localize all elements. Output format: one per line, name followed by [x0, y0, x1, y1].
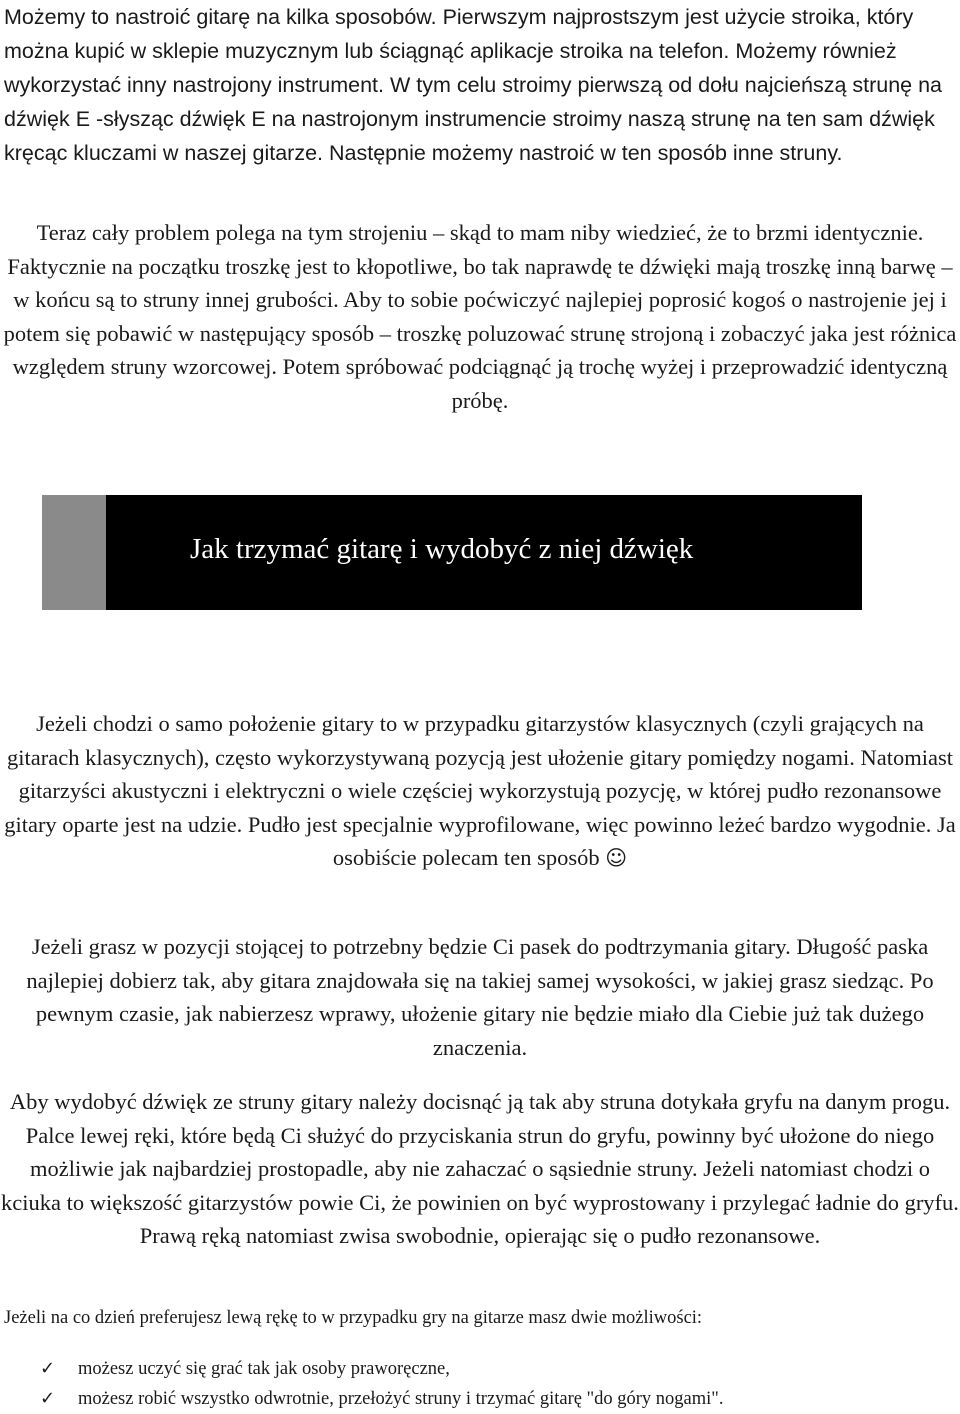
paragraph-tuning-problem: Teraz cały problem polega na tym strojeniu – skąd to mam niby wiedzieć, że to brzmi identycznie. Faktycznie na początku troszkę jest to kłopotliwe, bo tak naprawdę te dźwięki mają troszkę inną barwę – w końcu są to struny innej grubości. Aby to sobie poćwiczyć najlepiej poprosić kogoś o nastrojenie jej i potem się pobawić w następujący sposób – troszkę poluzować strunę strojoną i zobaczyć jaka jest różnica względem struny wzorcowej. Potem spróbować podciągnąć ją trochę wyżej i przeprowadzić identyczną próbę. [3, 220, 957, 413]
paragraph-producing-sound: Aby wydobyć dźwięk ze struny gitary należy docisnąć ją tak aby struna dotykała gryfu na danym progu. Palce lewej ręki, które będą Ci służyć do przyciskania strun do gryfu, powinny być ułożone do niego możliwie jak najbardziej prostopadle, aby nie zahaczać o sąsiednie struny. Jeżeli natomiast chodzi o kciuka to większość gitarzystów powie Ci, że powinien on być wyprostowany i przylegać ładnie do gryfu. Prawą ręką natomiast zwisa swobodnie, opierając się o pudło rezonansowe. [1, 1089, 959, 1248]
list-item [40, 1354, 723, 1384]
options-list [40, 1354, 723, 1414]
list-item-text: możesz uczyć się grać tak jak osoby praworęczne, [78, 1359, 450, 1379]
section-banner [42, 495, 862, 610]
paragraph-guitar-position-text: Jeżeli chodzi o samo położenie gitary to w przypadku gitarzystów klasycznych (czyli grających na gitarach klasycznych), często wykorzystywaną pozycją jest ułożenie gitary pomiędzy nogami. Natomiast gitarzyści akustyczni i elektryczni o wiele częściej wykorzystują pozycję, w której pudło rezonansowe gitary oparte jest na udzie. Pudło jest specjalnie wyprofilowane, więc powinno leżeć bardzo wygodnie. Ja osobiście polecam ten sposób [4, 711, 956, 870]
checkmark-icon: ✓ [40, 1388, 56, 1409]
banner-accent-strip [42, 495, 106, 610]
paragraph-left-hand-intro: Jeżeli na co dzień preferujesz lewą rękę to w przypadku gry na gitarze masz dwie możliwości: [4, 1308, 703, 1328]
paragraph-tuning-methods: Możemy to nastroić gitarę na kilka sposobów. Pierwszym najprostszym jest użycie stroika, który można kupić w sklepie muzycznym lub ściągnąć aplikacje stroika na telefon. Możemy również wykorzystać inny nastrojony instrument. W tym celu stroimy pierwszą od dołu najcieńszą strunę na dźwięk E -słysząc dźwięk E na nastrojonym instrumencie stroimy naszą strunę na ten sam dźwięk kręcąc kluczami w naszej gitarze. Następnie możemy nastroić w ten sposób inne struny. [4, 5, 943, 165]
smiley-icon: ☺ [605, 846, 628, 870]
checkmark-icon: ✓ [40, 1358, 56, 1379]
paragraph-guitar-position [0, 707, 960, 876]
list-item-text: możesz robić wszystko odwrotnie, przełożyć struny i trzymać gitarę "do góry nogami". [78, 1389, 724, 1409]
section-title: Jak trzymać gitarę i wydobyć z niej dźwięk [190, 533, 694, 565]
paragraph-standing-position: Jeżeli grasz w pozycji stojącej to potrzebny będzie Ci pasek do podtrzymania gitary. Długość paska najlepiej dobierz tak, aby gitara znajdowała się na takiej samej wysokości, w jakiej grasz siedząc. Po pewnym czasie, jak nabierzesz wprawy, ułożenie gitary nie będzie miało dla Ciebie już tak dużego znaczenia. [26, 934, 934, 1060]
